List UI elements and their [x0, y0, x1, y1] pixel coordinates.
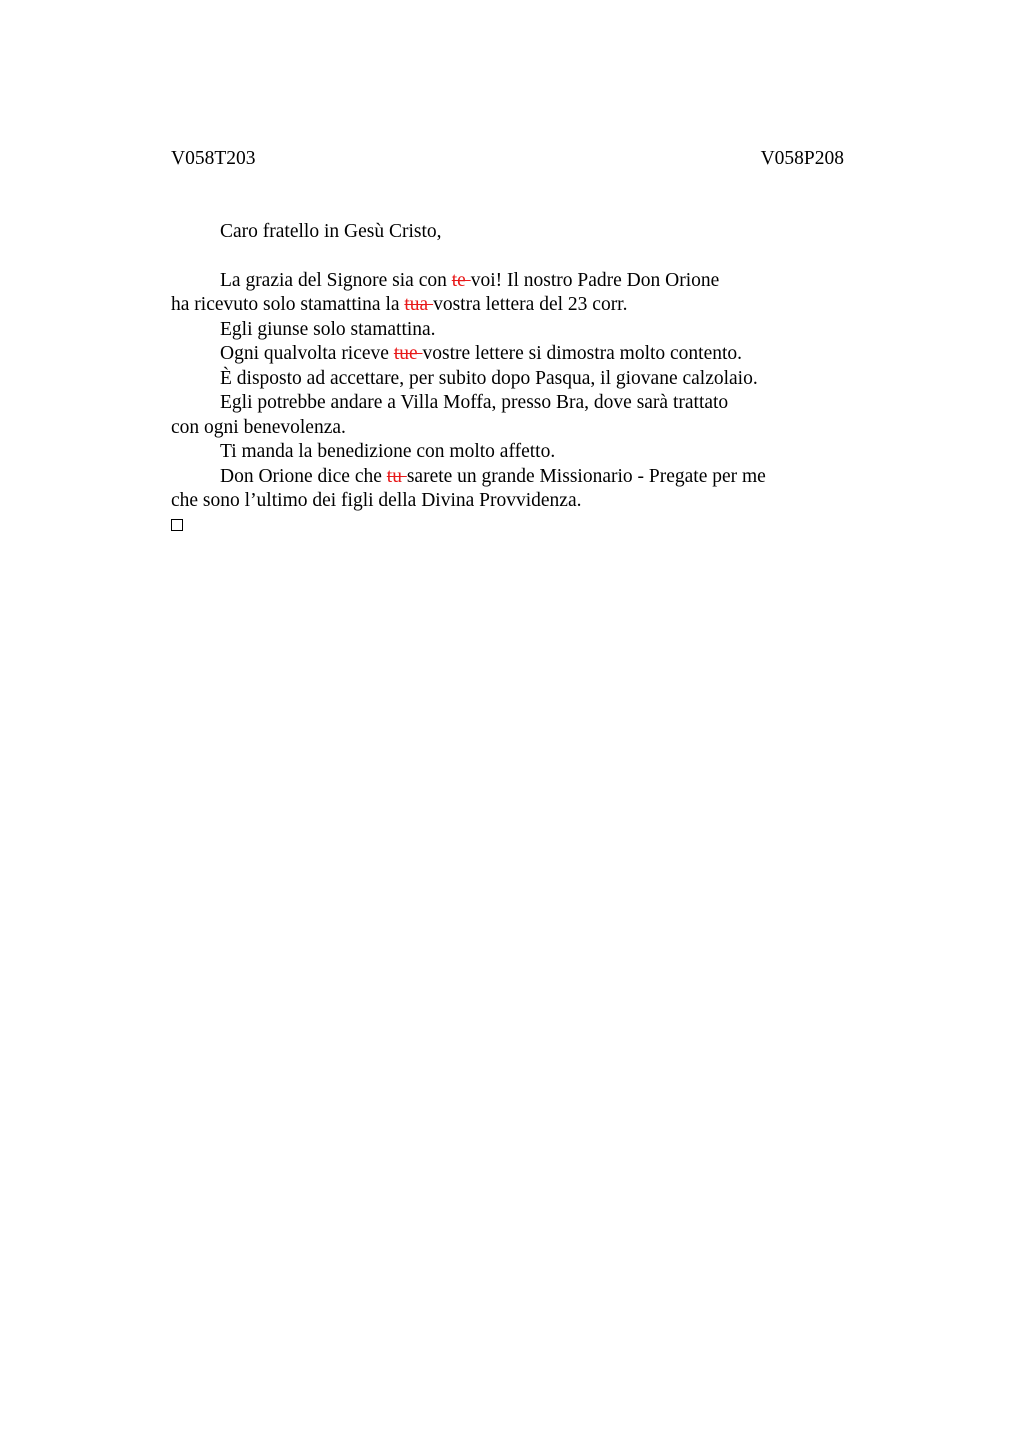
text-run: sarete un grande Missionario - Pregate per me: [406, 465, 766, 487]
paragraph-line: che sono l’ultimo dei figli della Divina Provvidenza.: [171, 490, 582, 511]
deleted-word: tue: [393, 343, 423, 364]
deleted-word: tua: [404, 294, 434, 315]
text-run: ha ricevuto solo stamattina la: [171, 294, 405, 315]
paragraph-missionary: [171, 465, 851, 514]
text-run: Don Orione dice che: [220, 465, 387, 487]
text-run: vostra lettera del 23 corr.: [433, 294, 628, 315]
text-run: La grazia del Signore sia con: [220, 269, 452, 291]
paragraph-line: [171, 269, 851, 294]
paragraph-blessing: Ti manda la benedizione con molto affetto.: [220, 441, 556, 462]
paragraph-line: [171, 293, 851, 318]
paragraph-grace: [171, 269, 851, 318]
text-run: Ogni qualvolta riceve: [220, 343, 394, 364]
paragraph-villa-moffa: [171, 391, 851, 440]
paragraph-acceptance: È disposto ad accettare, per subito dopo Pasqua, il giovane calzolaio.: [220, 367, 758, 389]
text-run: voi! Il nostro Padre Don Orione: [470, 269, 720, 291]
paragraph-line: con ogni benevolenza.: [171, 416, 346, 438]
deleted-word: te: [451, 269, 471, 291]
document-code-left: V058T203: [171, 148, 256, 169]
document-code-right: V058P208: [760, 148, 844, 169]
salutation: Caro fratello in Gesù Cristo,: [220, 221, 442, 242]
paragraph-line: Egli potrebbe andare a Villa Moffa, presso Bra, dove sarà trattato: [220, 392, 729, 413]
deleted-word: tu: [386, 465, 407, 487]
paragraph-letters: [171, 342, 851, 367]
paragraph-line: [171, 465, 851, 490]
text-run: vostre lettere si dimostra molto contento.: [422, 343, 743, 364]
letter-body: [171, 220, 851, 531]
paragraph-arrival: Egli giunse solo stamattina.: [220, 318, 436, 340]
end-of-text-box-icon: [171, 519, 183, 531]
